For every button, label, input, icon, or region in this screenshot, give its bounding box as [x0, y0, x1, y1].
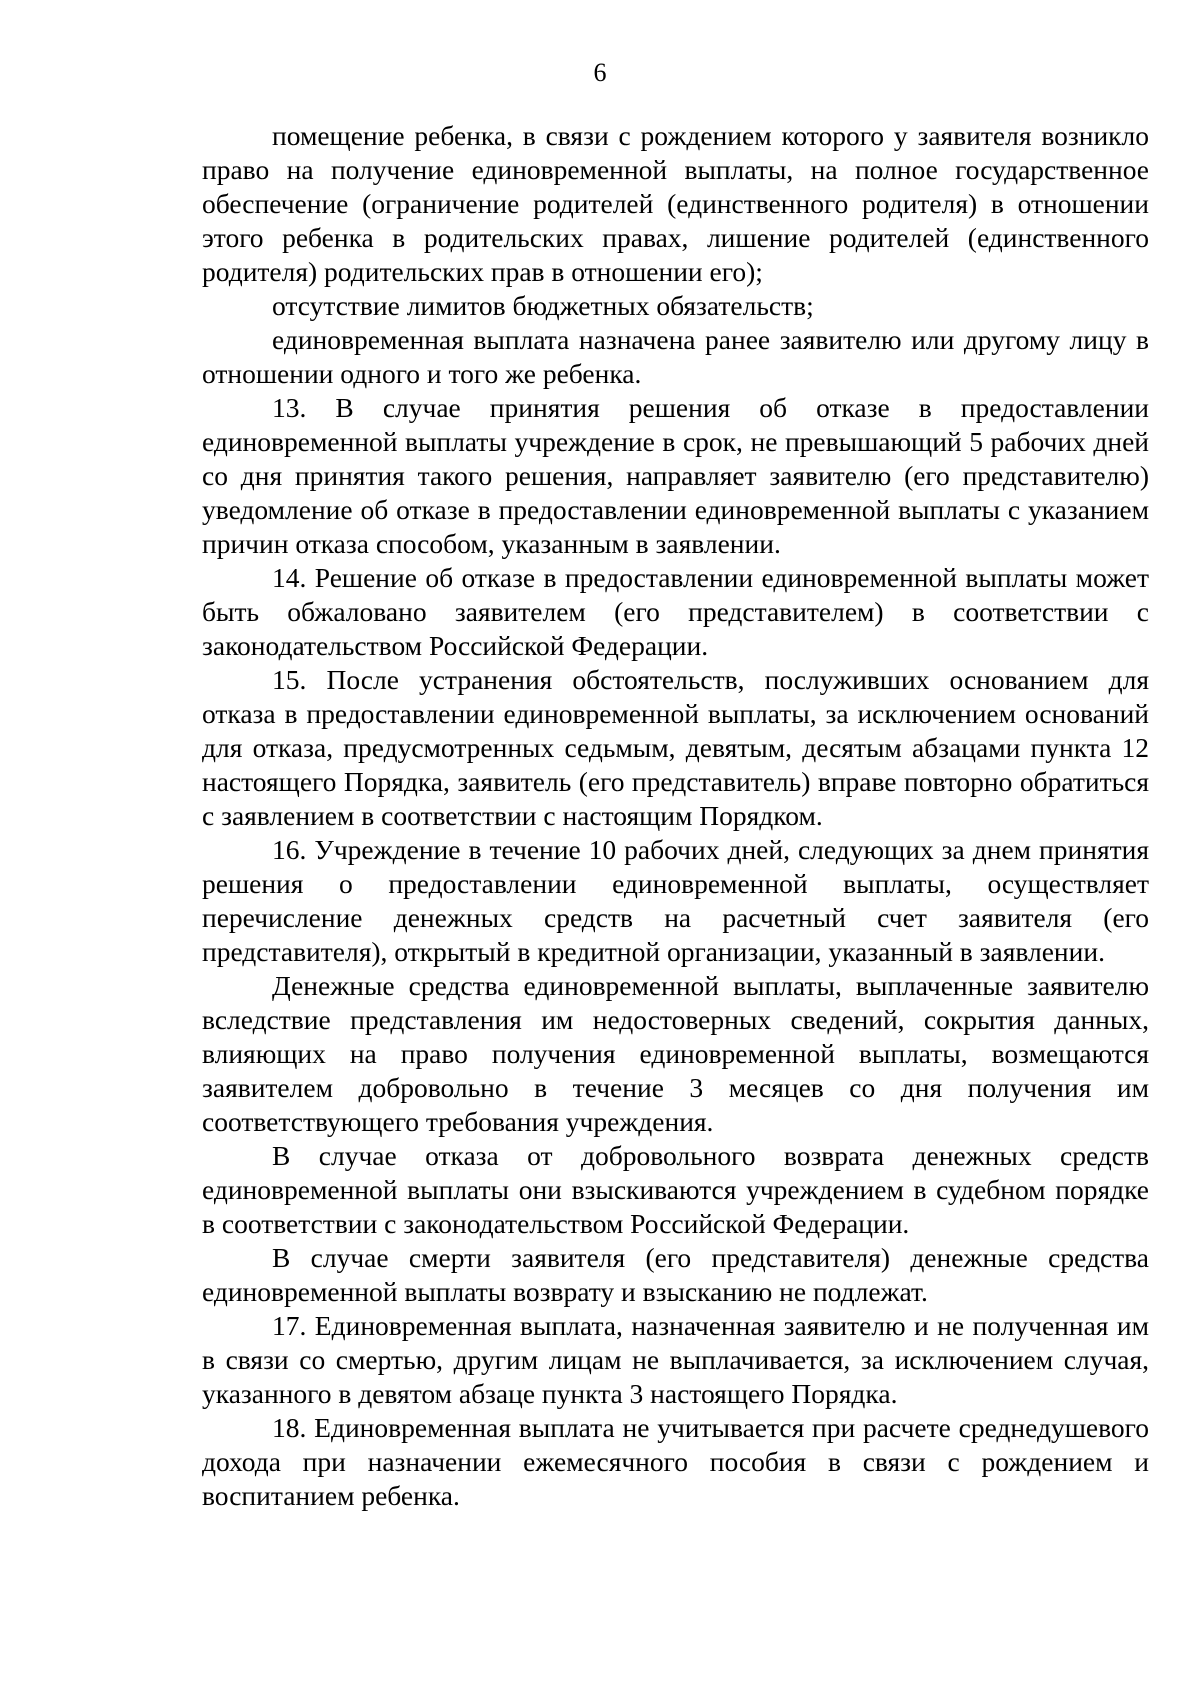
paragraph-refusal-ground-no-limits: отсутствие лимитов бюджетных обязательств; — [272, 290, 814, 321]
paragraph-item-14: 14. Решение об отказе в предоставлении единовременной выплаты может быть обжаловано заявителем (его представителем) в соответствии с законодательством Российской Федерации. — [202, 562, 1149, 661]
paragraph-refusal-ground-child-placement: помещение ребенка, в связи с рождением которого у заявителя возникло право на получение единовременной выплаты, на полное государственное обеспечение (ограничение родителей (единственного родителя) в отношении этого ребенка в родительских правах, лишение родителей (единственного родителя) родительских прав в отношении его); — [202, 120, 1149, 287]
paragraph-refund-death: В случае смерти заявителя (его представителя) денежные средства единовременной выплаты возврату и взысканию не подлежат. — [202, 1242, 1149, 1307]
paragraph-refund-voluntary: Денежные средства единовременной выплаты, выплаченные заявителю вследствие представления им недостоверных сведений, сокрытия данных, влияющих на право получения единовременной выплаты, возмещаются заявителем добровольно в течение 3 месяцев со дня получения им соответствующего требования учреждения. — [202, 970, 1149, 1137]
paragraph-refund-court: В случае отказа от добровольного возврата денежных средств единовременной выплаты они взыскиваются учреждением в судебном порядке в соответствии с законодательством Российской Федерации. — [202, 1140, 1149, 1239]
paragraph-item-13: 13. В случае принятия решения об отказе в предоставлении единовременной выплаты учреждение в срок, не превышающий 5 рабочих дней со дня принятия такого решения, направляет заявителю (его представителю) уведомление об отказе в предоставлении единовременной выплаты с указанием причин отказа способом, указанным в заявлении. — [202, 392, 1149, 559]
paragraph-refusal-ground-already-assigned: единовременная выплата назначена ранее заявителю или другому лицу в отношении одного и того же ребенка. — [202, 324, 1149, 389]
paragraph-item-17: 17. Единовременная выплата, назначенная заявителю и не полученная им в связи со смертью, другим лицам не выплачивается, за исключением случая, указанного в девятом абзаце пункта 3 настоящего Порядка. — [202, 1310, 1149, 1409]
paragraph-item-15: 15. После устранения обстоятельств, послуживших основанием для отказа в предоставлении единовременной выплаты, за исключением оснований для отказа, предусмотренных седьмым, девятым, десятым абзацами пункта 12 настоящего Порядка, заявитель (его представитель) вправе повторно обратиться с заявлением в соответствии с настоящим Порядком. — [202, 664, 1149, 831]
document-body — [202, 119, 1149, 1513]
paragraph-item-18: 18. Единовременная выплата не учитывается при расчете среднедушевого дохода при назначении ежемесячного пособия в связи с рождением и воспитанием ребенка. — [202, 1412, 1149, 1511]
page-number: 6 — [593, 58, 607, 87]
paragraph-item-16: 16. Учреждение в течение 10 рабочих дней, следующих за днем принятия решения о предоставлении единовременной выплаты, осуществляет перечисление денежных средств на расчетный счет заявителя (его представителя), открытый в кредитной организации, указанный в заявлении. — [202, 834, 1149, 967]
